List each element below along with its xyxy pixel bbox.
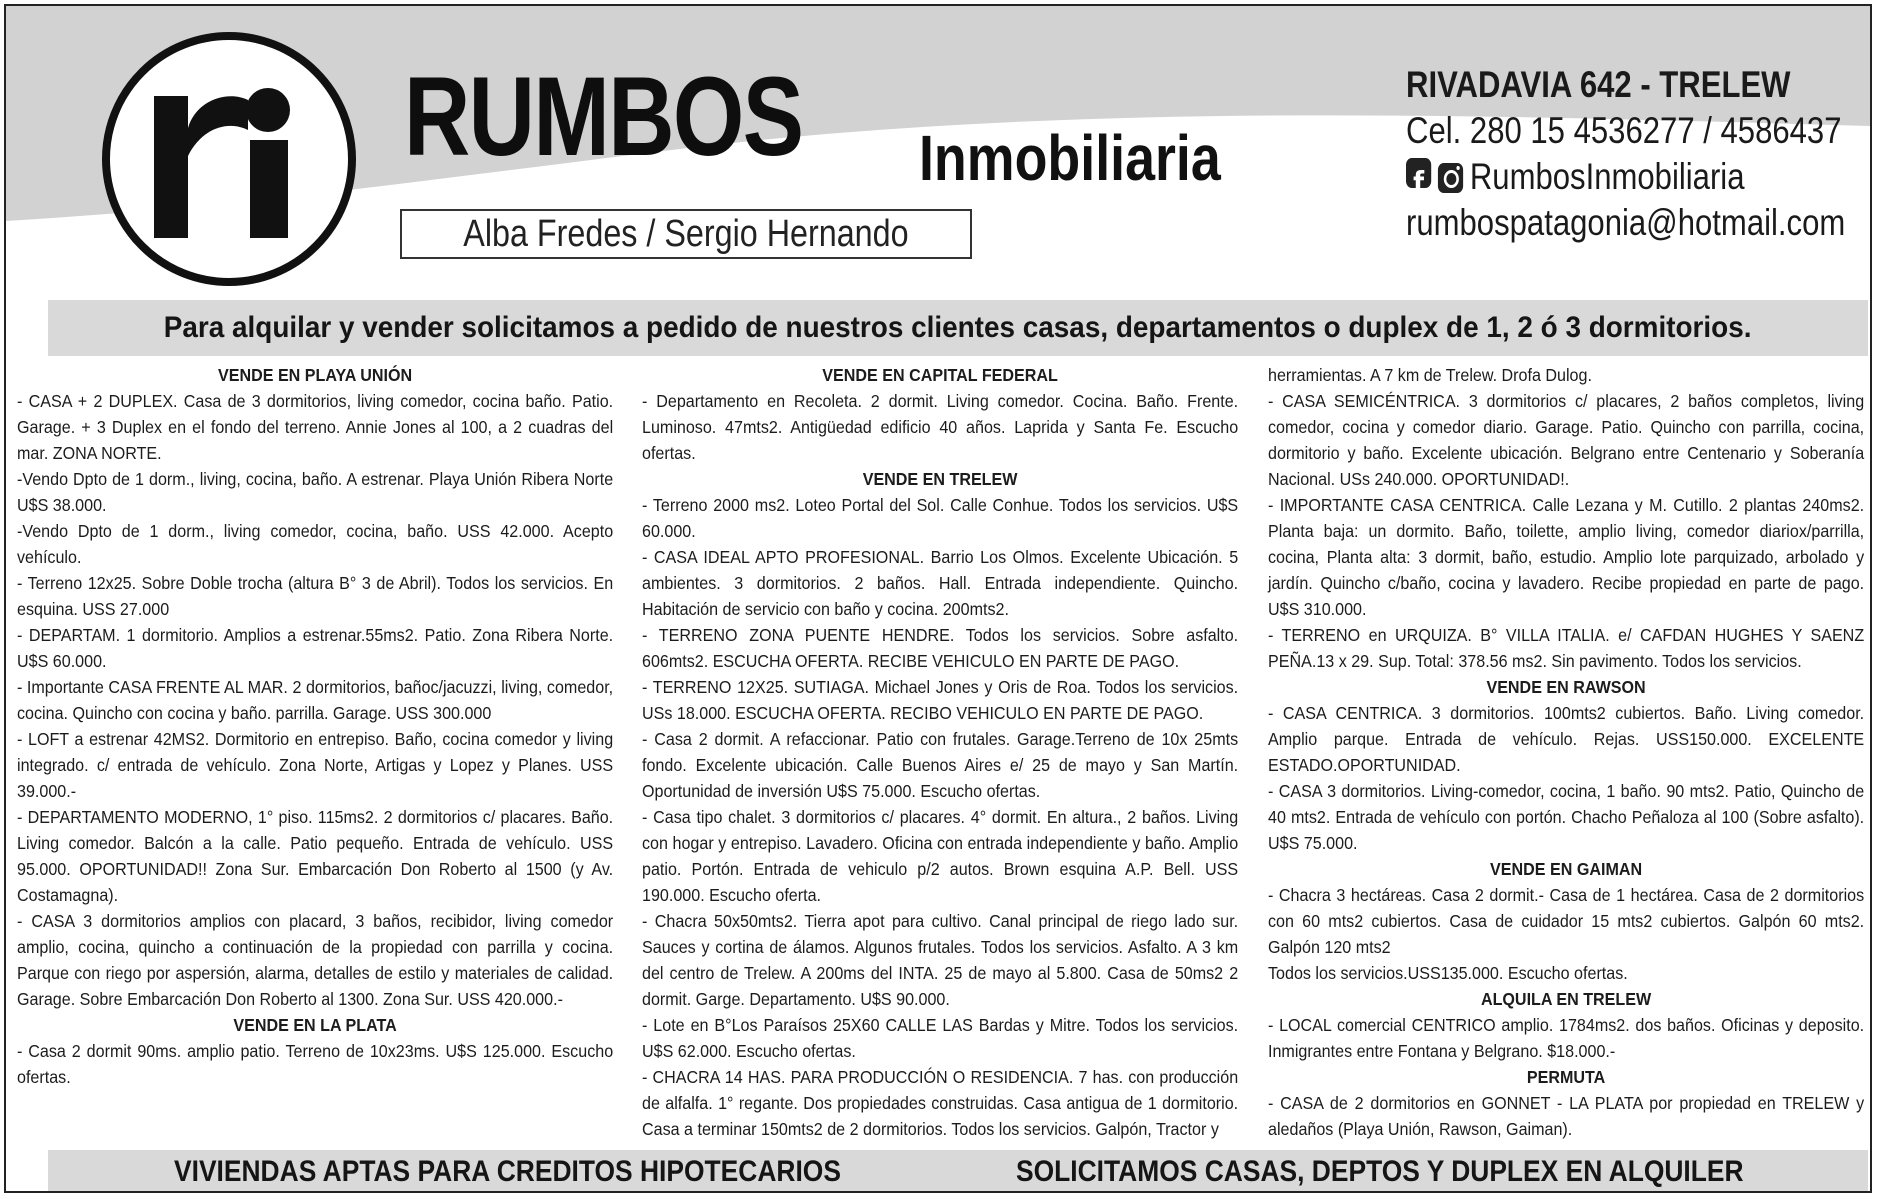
listing-item: - DEPARTAM. 1 dormitorio. Amplios a estrenar.55ms2. Patio. Zona Ribera Norte. U$S 60.000. (17, 625, 614, 671)
listing-item: - Lote en B°Los Paraísos 25X60 CALLE LAS Bardas y Mitre. Todos los servicios. U$S 62.000. Escucho ofertas. (642, 1015, 1239, 1061)
listing-item: Todos los servicios.USS135.000. Escucho ofertas. (1268, 963, 1628, 983)
listings-column-3 (1268, 362, 1864, 1142)
footer-left-text: VIVIENDAS APTAS PARA CREDITOS HIPOTECARIOS (174, 1155, 841, 1188)
listing-item: -Vendo Dpto de 1 dorm., living comedor, cocina, baño. USS 42.000. Acepto vehículo. (17, 521, 614, 567)
brand-subtitle: Inmobiliaria (919, 122, 1221, 194)
contact-phone: Cel. 280 15 4536277 / 4586437 (1406, 110, 1842, 151)
listing-item: - Terreno 2000 ms2. Loteo Portal del Sol. Calle Conhue. Todos los servicios. U$S 60.000. (642, 495, 1239, 541)
brand-name: RUMBOS (404, 54, 803, 179)
logo (98, 28, 360, 290)
listing-item: - LOCAL comercial CENTRICO amplio. 1784ms2. dos baños. Oficinas y deposito. Inmigrantes entre Fontana y Belgrano. $18.000.- (1268, 1015, 1865, 1061)
section-heading: ALQUILA EN TRELEW (1480, 989, 1652, 1009)
listing-item: - CASA de 2 dormitorios en GONNET - LA PLATA por propiedad en TRELEW y aledaños (Playa Unión, Rawson, Gaiman). (1268, 1093, 1865, 1139)
instagram-icon (1438, 163, 1463, 193)
listing-item: - CHACRA 14 HAS. PARA PRODUCCIÓN O RESIDENCIA. 7 has. con producción de alfalfa. 1° regante. Dos propiedades construidas. Casa antigua de 1 dormitorio. Casa a terminar 150mts2 de 2 dormitorios. Todos los servicios. Galpón, Tractor y (642, 1067, 1239, 1139)
listing-item: - Chacra 50x50mts2. Tierra apot para cultivo. Canal principal de riego lado sur. Sauces y cortina de álamos. Algunos frutales. Todos los servicios. Asfalto. A 3 km del centro de Trelew. A 200ms del INTA. 25 de mayo al 5.800. Casa de 50ms2 2 dormit. Garge. Departamento. U$S 90.000. (642, 911, 1239, 1009)
listing-item: - Terreno 12x25. Sobre Doble trocha (altura B° 3 de Abril). Todos los servicios. En esquina. USS 27.000 (17, 573, 614, 619)
contact-social (1406, 154, 1792, 200)
listing-item: - IMPORTANTE CASA CENTRICA. Calle Lezana y M. Cutillo. 2 plantas 240ms2. Planta baja: un dormito. Baño, toilette, amplio living, comedor diariox/parrilla, cocina, Planta alta: 3 dormit, baño, estudio. Amplio lote parquizado, arbolado y jardín. Quincho c/baño, cocina y lavadero. Recibe propiedad en parte de pago. U$S 310.000. (1268, 495, 1865, 619)
listing-item: - CASA + 2 DUPLEX. Casa de 3 dormitorios, living comedor, cocina baño. Patio. Garage. + 3 Duplex en el fondo del terreno. Annie Jones al 100, a 2 cuadras del mar. ZONA NORTE. (17, 391, 614, 463)
listings-column-2 (642, 362, 1238, 1142)
agents-box (400, 209, 972, 259)
agents-names: Alba Fredes / Sergio Hernando (463, 213, 909, 255)
listing-item: - TERRENO en URQUIZA. B° VILLA ITALIA. e/ CAFDAN HUGHES Y SAENZ PEÑA.13 x 29. Sup. Total: 378.56 ms2. Sin pavimento. Todos los servicios. (1268, 625, 1865, 671)
contact-address: RIVADAVIA 642 - TRELEW (1406, 64, 1791, 105)
section-heading: VENDE EN LA PLATA (233, 1015, 397, 1035)
listing-item: - Chacra 3 hectáreas. Casa 2 dormit.- Casa de 1 hectárea. Casa de 2 dormitorios con 60 mts2 cubiertos. Casa de cuidador 15 mts2 cubiertos. Galpón 60 mts2. Galpón 120 mts2 (1268, 885, 1865, 957)
footer-right-text: SOLICITAMOS CASAS, DEPTOS Y DUPLEX EN ALQUILER (1016, 1155, 1744, 1188)
section-heading: VENDE EN TRELEW (862, 469, 1018, 489)
listing-item: - CASA IDEAL APTO PROFESIONAL. Barrio Los Olmos. Excelente Ubicación. 5 ambientes. 3 dormitorios. 2 baños. Hall. Entrada independiente. Quincho. Habitación de servicio con baño y cocina. 200mts2. (642, 547, 1239, 619)
section-heading: VENDE EN RAWSON (1486, 677, 1646, 697)
section-heading: VENDE EN PLAYA UNIÓN (218, 365, 413, 385)
listing-item: herramientas. A 7 km de Trelew. Drofa Dulog. (1268, 365, 1592, 385)
listing-item: - Importante CASA FRENTE AL MAR. 2 dormitorios, bañoc/jacuzzi, living, comedor, cocina. Quincho con cocina y baño. parrilla. Garage. USS 300.000 (17, 677, 614, 723)
listing-item: - TERRENO 12X25. SUTIAGA. Michael Jones y Oris de Roa. Todos los servicios. USs 18.000. ESCUCHA OFERTA. RECIBO VEHICULO EN PARTE DE PAGO. (642, 677, 1239, 723)
section-heading: PERMUTA (1526, 1067, 1606, 1087)
listing-item: - CASA CENTRICA. 3 dormitorios. 100mts2 cubiertos. Baño. Living comedor. Amplio parque. Entrada de vehículo. Rejas. USS150.000. EXCELENTE ESTADO.OPORTUNIDAD. (1268, 703, 1865, 775)
listing-item: - LOFT a estrenar 42MS2. Dormitorio en entrepiso. Baño, cocina comedor y living integrado. c/ entrada de vehículo. Zona Norte, Artigas y Lopez y Planes. USS 39.000.- (17, 729, 614, 801)
listing-item: - Departamento en Recoleta. 2 dormit. Living comedor. Cocina. Baño. Frente. Luminoso. 47mts2. Antigüedad edificio 40 años. Laprida y Santa Fe. Escucho ofertas. (642, 391, 1239, 463)
request-banner (48, 300, 1868, 356)
listings-column-1 (17, 362, 613, 1090)
request-banner-text: Para alquilar y vender solicitamos a pedido de nuestros clientes casas, departamentos o duplex de 1, 2 ó 3 dormitorios. (164, 311, 1752, 344)
listing-item: - Casa 2 dormit. A refaccionar. Patio con frutales. Garage.Terreno de 10x 25mts fondo. Excelente ubicación. Calle Buenos Aires e/ 25 de mayo y San Martín. Oportunidad de inversión U$S 75.000. Escucho ofertas. (642, 729, 1239, 801)
contact-email: rumbospatagonia@hotmail.com (1406, 202, 1846, 243)
contact-block (1406, 62, 1866, 246)
social-handle: RumbosInmobiliaria (1469, 156, 1745, 197)
section-heading: VENDE EN CAPITAL FEDERAL (822, 365, 1058, 385)
section-heading: VENDE EN GAIMAN (1490, 859, 1643, 879)
footer-banner (48, 1150, 1868, 1193)
listing-item: -Vendo Dpto de 1 dorm., living, cocina, baño. A estrenar. Playa Unión Ribera Norte U$S 38.000. (17, 469, 614, 515)
listing-item: - Casa tipo chalet. 3 dormitorios c/ placares. 4° dormit. En altura., 2 baños. Living con hogar y entrepiso. Lavadero. Oficina con entrada independiente y baño. Amplio patio. Portón. Entrada de vehiculo p/2 autos. Brown esquina A.P. Bell. USS 190.000. Escucho oferta. (642, 807, 1239, 905)
listing-item: - TERRENO ZONA PUENTE HENDRE. Todos los servicios. Sobre asfalto. 606mts2. ESCUCHA OFERTA. RECIBE VEHICULO EN PARTE DE PAGO. (642, 625, 1239, 671)
listing-item: - CASA 3 dormitorios amplios con placard, 3 baños, recibidor, living comedor amplio, cocina, quincho a continuación de la propiedad con parrilla y cocina. Parque con riego por aspersión, alarma, detalles de estilo y materiales de calidad. Garage. Sobre Embarcación Don Roberto al 1300. Zona Sur. USS 420.000.- (17, 911, 614, 1009)
listing-item: - CASA 3 dormitorios. Living-comedor, cocina, 1 baño. 90 mts2. Patio, Quincho de 40 mts2. Entrada de vehículo con portón. Chacho Peñaloza al 100 (Sobre asfalto). U$S 75.000. (1268, 781, 1865, 853)
ad-frame (4, 4, 1872, 1193)
listing-item: - Casa 2 dormit 90ms. amplio patio. Terreno de 10x23ms. U$S 125.000. Escucho ofertas. (17, 1041, 614, 1087)
facebook-icon: f (1406, 158, 1431, 188)
listing-item: - CASA SEMICÉNTRICA. 3 dormitorios c/ placares, 2 baños completos, living comedor, cocina y comedor diario. Garage. Patio. Quincho con parrilla, cocina, dormitorio y baño. Excelente ubicación. Belgrano entre Centenario y Soberanía Nacional. USs 240.000. OPORTUNIDAD!. (1268, 391, 1865, 489)
listing-item: - DEPARTAMENTO MODERNO, 1° piso. 115ms2. 2 dormitorios c/ placares. Baño. Living comedor. Balcón a la calle. Patio pequeño. Entrada de vehículo. USS 95.000. OPORTUNIDAD!! Zona Sur. Embarcación Don Roberto al 1500 (y Av. Costamagna). (17, 807, 614, 905)
